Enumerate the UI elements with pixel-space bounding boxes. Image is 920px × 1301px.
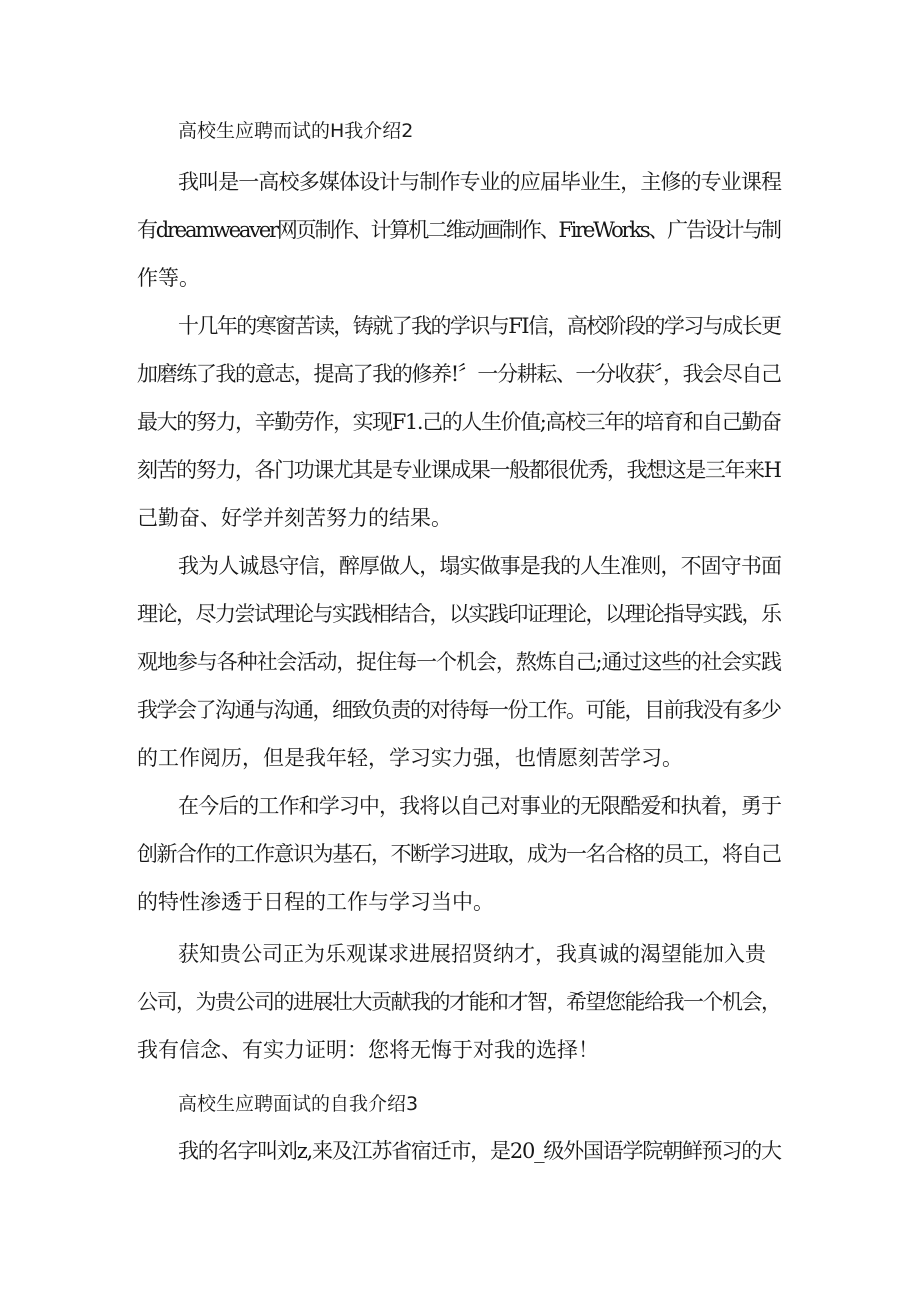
paragraph-line: 十几年的寒窗苦读，铸就了我的学识与FI信，高校阶段的学习与成长更 (178, 314, 781, 338)
paragraph-line: 有dreamweaver网页制作、计算机二维动画制作、FireWorks、广告设计与制 (137, 218, 780, 242)
paragraph-line: 作等。 (137, 266, 200, 290)
paragraph-line: 公司，为贵公司的进展壮大贡献我的才能和才智，希望您能给我一个机会， (137, 990, 781, 1014)
section-heading: 高校生应聘而试的H我介绍2 (178, 120, 414, 142)
paragraph-line: 我叫是一高校多媒体设计与制作专业的应届毕业生，主修的专业课程 (178, 170, 782, 194)
paragraph-line: 加磨练了我的意志，提高了我的修养!〞一分耕耘、一分收获〞，我会尽自己 (137, 362, 781, 386)
paragraph-line: 观地参与各种社会活动，捉住每一个机会，熬炼自己;通过这些的社会实践 (137, 650, 781, 674)
section-heading: 高校生应聘面试的自我介绍3 (178, 1093, 419, 1115)
paragraph-line: 我的名字叫刘z,来及江苏省宿迁市，是20_级外国语学院朝鲜预习的大 (178, 1139, 781, 1163)
paragraph-line: 获知贵公司正为乐观谋求进展招贤纳才，我真诚的渴望能加入贵 (178, 942, 766, 966)
paragraph-line: 我为人诚恳守信，醉厚做人，塌实做事是我的人生准则，不固守书面 (178, 554, 782, 578)
paragraph-line: 在今后的工作和学习中，我将以自己对事业的无限酷爱和执着，勇于 (178, 794, 782, 818)
paragraph-line: 我有信念、有实力证明：您将无悔于对我的选择！ (137, 1038, 599, 1062)
paragraph-line: 理论，尽力尝试理论与实践相结合，以实践印证理论，以理论指导实践，乐 (137, 602, 781, 626)
paragraph-line: 的工作阅历，但是我年轻，学习实力强，也情愿刻苦学习。 (137, 746, 683, 770)
paragraph-line: 我学会了沟通与沟通，细致负责的对待每一份工作。可能，目前我没有多少 (137, 698, 781, 722)
paragraph-line: 己勤奋、好学并刻苦努力的结果。 (137, 506, 452, 530)
paragraph-line: 创新合作的工作意识为基石，不断学习进取，成为一名合格的员工，将自己 (137, 842, 781, 866)
paragraph-line: 最大的努力，辛勤劳作，实现F1.己的人生价值;高校三年的培育和自己勤奋 (137, 410, 781, 434)
paragraph-line: 刻苦的努力，各门功课尤其是专业课成果一般都很优秀，我想这是三年来H (137, 458, 781, 482)
paragraph-line: 的特性渗透于日程的工作与学习当中。 (137, 890, 494, 914)
